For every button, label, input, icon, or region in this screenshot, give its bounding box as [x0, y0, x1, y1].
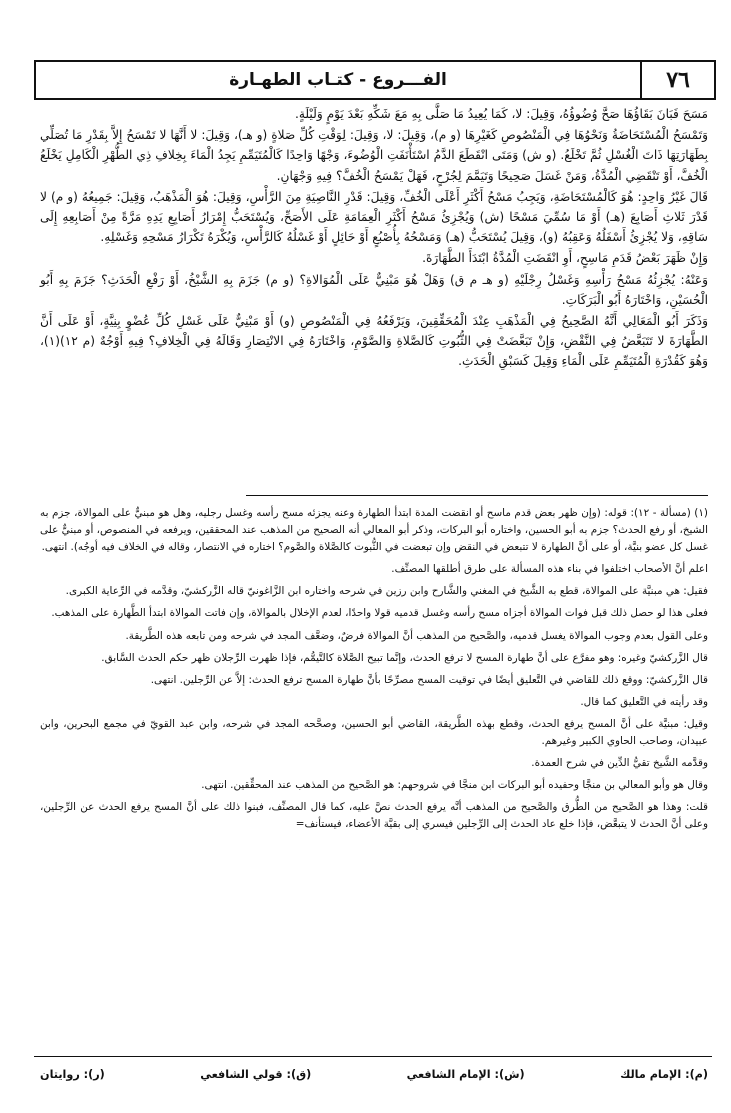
footnotes: [40, 505, 708, 839]
footnote-paragraph: فقيل: هي مبنيَّة على الموالاة، قطع به الشَّيخ في المغني والشَّارح وابن رزين في شرحه واختاره ابن الزَّاغونيّ قاله الزَّركشيّ، وقدَّمه في الرِّعاية الكبرى.: [65, 585, 708, 598]
footnote-paragraph: قال الزَّركشيّ: ووقع ذلك للقاضي في التَّعليق أيضًا في توقيت المسح مصرِّحًا بأنَّ طهارة المسح ترفع الحدث: إلاَّ عن الرِّجلين. انتهى.: [150, 673, 708, 686]
main-paragraph: وَعَنْهُ: يُجْزِئُهُ مَسْحُ رَأْسِهِ وَغَسْلُ رِجْلَيْهِ (و هـ م ق) وَهَلْ هُوَ مَبْنِيٌّ عَلَى الْمُوَالاةِ؟ (و م) جَزَمَ بِهِ الشَّيْخُ، أَوْ رَفْعِ الْحَدَثِ؟ جَزَمَ بِهِ أَبُو الْحُسَيْنِ، وَاخْتَارَهُ أَبُو الْبَرَكَاتِ.: [40, 272, 708, 307]
main-text: [40, 104, 708, 373]
footnote-paragraph: قلت: وهذا هو الصَّحيح من الطُّرق والصَّحيح من المذهب أنَّه يرفع الحدث نصَّ عليه، كما قال المصنِّف، فبنوا ذلك على أنَّ المسح يرفع الحدث عن الرِّجلين، وعلى أنَّ الحدث لا يتبعَّض، فإذا خلع عاد الحدث إلى الرِّجلين فيسري إلى بقيَّة الأعضاء، فيستأنف=: [40, 801, 708, 831]
bottom-rule: [34, 1056, 712, 1057]
page-header: [34, 60, 716, 100]
footnote-paragraph: وقد رأيته في التَّعليق كما قال.: [580, 695, 708, 708]
footnote-paragraph: فعلى هذا لو حصل ذلك قبل فوات الموالاة أجزاه مسح رأسه وغسل قدميه قولا واحدًا، لعدم الإخلال بالموالاة، وإن فاتت الموالاة ابتدأ الطَّهارة على المذهب.: [51, 607, 708, 620]
header-title: الفـــروع - كتـاب الطهـارة: [229, 70, 447, 90]
main-paragraph: قَالَ غَيْرُ وَاحِدٍ: هُوَ كَالْمُسْتَحَاضَةِ، وَيَجِبُ مَسْحُ أَكْثَرِ أَعْلَى الْخُفِّ، وَقِيلَ: قَدْرِ النَّاصِيَةِ مِنَ الرَّأْسِ، وَقِيلَ: هُوَ الْمَذْهَبُ، وَقِيلَ: جَمِيعُهُ (و م) لا قَدْرَ ثَلاثِ أَصَابِعَ (هـ) أَوْ مَا سُمِّيَ مَسْحًا (ش) وَيُجْزِئُ مَسْحُ أَكْثَرِ الْعِمَامَةِ عَلَى الأَصَحِّ، وَيُسْتَحَبُّ إِمْرَارُ أَصَابِعِ يَدِهِ مَرَّةً مِنْ أَصَابِعِهِ إِلَى سَاقِهِ، وَلا يُجْزِئُ أَسْفَلُهُ وَعَقِبُهُ (و)، وَقِيلَ يُسْتَحَبُّ (هـ) وَمَسْحُهُ بِأُصْبُعٍ أَوْ حَائِلٍ أَوْ غَسْلُهُ كَالرَّأْسِ، وَيُكْرَهُ تَكْرَارُ مَسْحِهِ وَغَسْلِهِ.: [40, 189, 708, 245]
footnote-paragraph: وقدَّمه الشَّيخ تقيُّ الدِّين في شرح العمدة.: [531, 757, 708, 770]
abbreviation-item: (ش): الإمام الشافعي: [406, 1068, 525, 1081]
main-paragraph: مَسَحَ فَبَانَ بَقَاؤُهَا صَحَّ وُضُوؤُهُ، وَقِيلَ: لا، كَمَا يُعِيدُ مَا صَلَّى بِهِ مَعَ شَكِّهِ بَعْدَ يَوْمٍ وَلَيْلَةٍ.: [294, 107, 708, 121]
footnote-paragraph: وقيل: مبنيَّة على أنَّ المسح يرفع الحدث، وقطع بهذه الطَّريقة، القاضي أبو الحسين، وصحَّحه المجد في شرحه، وابن عبد القويّ في مجمع البحرين، وابن عبيدان، وصاحب الحاوي الكبير وغيرهم.: [40, 717, 708, 748]
main-paragraph: وَتَمْسَحُ الْمُسْتَحَاضَةُ وَنَحْوُهَا فِي الْمَنْصُوصِ كَغَيْرِهَا (و م)، وَقِيلَ: لا، وَقِيلَ: لِوَقْتِ كُلِّ صَلاةٍ (و هـ)، وَقِيلَ: لا أَنَّهَا لا تَمْسَحُ إِلاَّ بِقَدْرِ مَا تُصَلِّي بِطَهَارَتِهَا ذَاتَ الْغُسْلِ ثُمَّ تَخْلَعُ. (و ش) وَمَتَى انْقَطَعَ الدَّمُ اسْتَأْنَفَتِ الْوُضُوءَ، وَجْهًا وَاحِدًا كَالْمُتَيَمِّمِ يَجِدُ الْمَاءَ بِخِلافِ ذِي الطُّهْرِ الْكَامِلِ يَخْلَعُ الْخُفَّ، أَوْ تَنْقَضِي الْمُدَّةُ، وَمَنْ غَسَلَ صَحِيحًا وَتَيَمَّمَ لِجُرْحٍ، فَهَلْ يَمْسَحُ الْخُفَّ؟ فِيهِ وَجْهَانِ.: [40, 128, 708, 183]
main-paragraph: وَذَكَرَ أَبُو الْمَعَالِي أَنَّهُ الصَّحِيحُ فِي الْمَذْهَبِ عِنْدَ الْمُحَقِّقِينَ، وَيَرْفَعُهُ فِي الْمَنْصُوصِ (و) أَوْ مَبْنِيٌّ عَلَى غَسْلِ كُلِّ عُضْوٍ بِنِيَّةٍ، أَوْ عَلَى أَنَّ الطَّهَارَةَ لا تَتَبَعَّضُ فِي النَّقْضِ، وَإِنْ تَبَعَّضَتْ فِي الثُّبُوتِ كَالصَّلاةِ وَالصَّوْمِ، وَاخْتَارَهُ فِي الانْتِصَارِ وَقَالَهُ فِي الْخِلافِ؟ فِيهِ أَوْجُهٌ (م ١٢)(١)، وَهُوَ كَقُدْرَةِ الْمُتَيَمِّمِ عَلَى الْمَاءِ وَقِيلَ كَسَبْقِ الْحَدَثِ.: [40, 314, 708, 369]
footnote-divider: [246, 495, 708, 496]
abbreviation-legend: [40, 1068, 708, 1081]
footnote-paragraph: (١) (مسألة - ١٢): قوله: (وإن ظهر بعض قدم ماسح أو انقضت المدة ابتدأ الطهارة وعنه يجزئه مسح رأسه وغسل رجليه، وهل هو مبنيٌّ على الموالاة، جزم به الشيخ، أو رفع الحدث؟ جزم به أبو الحسين، واختاره أبو البركات، وذكر أبو المعالي أنه الصحيح من المذهب عند المحققين، ويرفعه في المنصوص، أو مبنيٌّ على غسل كل عضو بنيَّة، أو على أنَّ الطهارة لا تتبعض في النقض وإن تبعضت في الثُّبوت كالصَّلاة والصَّوم؟ اختاره في الانتصار، وقاله في الخلاف فيه أوجُه). انتهى.: [40, 507, 708, 554]
footnote-paragraph: وقال هو وأبو المعالي بن منجَّا وحفيده أبو البركات ابن منجَّا في شروحهم: هو الصَّحيح من المذهب عند المحقِّقين. انتهى.: [201, 779, 708, 792]
footnote-paragraph: قال الزَّركشيّ وغيره: وهو مفرَّع على أنَّ طهارة المسح لا ترفع الحدث، وإنَّما تبيح الصَّلاة كالتَّيمُّم، فإذا ظهرت الرِّجلان ظهر حكم الحدث السَّابق.: [101, 651, 708, 664]
abbreviation-item: (م): الإمام مالك: [620, 1068, 708, 1081]
abbreviation-item: (ق): قولي الشافعي: [200, 1068, 312, 1081]
main-paragraph: وَإِنْ ظَهَرَ بَعْضُ قَدَمِ مَاسِحٍ، أَوِ انْقَضَتِ الْمُدَّةُ ابْتَدَأَ الطَّهَارَةَ.: [422, 251, 708, 266]
footnote-paragraph: اعلم أنَّ الأصحاب اختلفوا في بناء هذه المسألة على طرق أطلقها المصنِّف.: [391, 563, 708, 576]
abbreviation-item: (ر): روايتان: [40, 1068, 105, 1081]
footnote-paragraph: وعلى القول بعدم وجوب الموالاة يغسل قدميه، والصَّحيح من المذهب أنَّ الموالاة فرضٌ، وضعَّف المجد في شرحه ومن تابعه هذه الطَّريقة.: [125, 629, 708, 642]
page-number: ٧٦: [640, 62, 714, 98]
